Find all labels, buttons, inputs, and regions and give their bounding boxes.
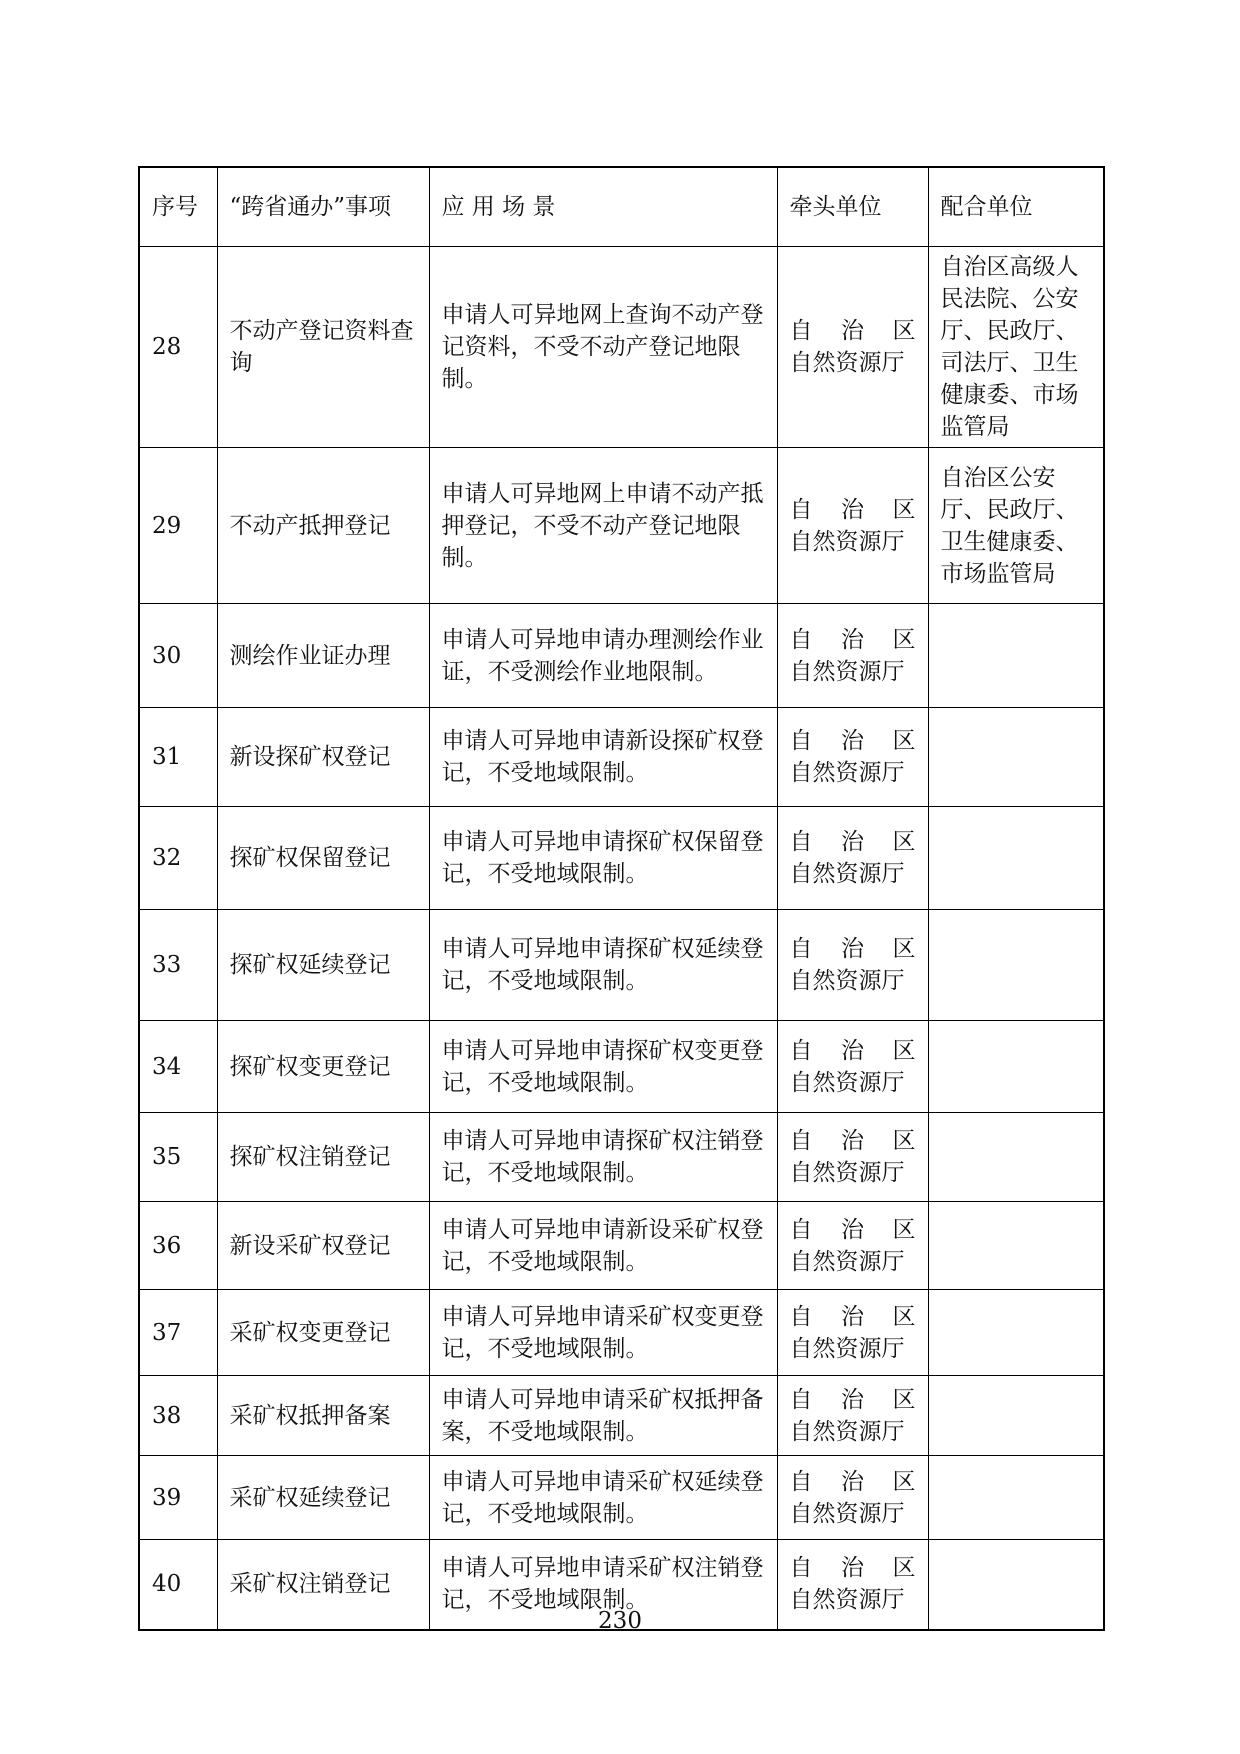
lead-line-2: 自然资源厅 [789,1248,905,1275]
lead-line-1: 自 治 区 [789,626,916,653]
row-item: 探矿权注销登记 [217,1113,429,1202]
row-coop [928,1113,1104,1202]
lead-line-1: 自 治 区 [789,936,916,962]
row-no: 33 [139,910,217,1021]
row-scene: 申请人可异地申请采矿权抵押备案，不受地域限制。 [429,1376,777,1456]
page-number: 230 [598,1608,642,1634]
row-no: 29 [139,448,217,604]
lead-line-1: 自 治 区 [789,1555,916,1582]
row-item: 采矿权抵押备案 [217,1376,429,1456]
lead-line-2: 自然资源厅 [789,1500,905,1527]
row-lead [777,910,928,1021]
row-item: 不动产抵押登记 [217,448,429,604]
table-header-row [139,167,1104,247]
lead-line-2: 自然资源厅 [789,1587,905,1614]
table-body [139,247,1104,1630]
lead-line-2: 自然资源厅 [789,350,905,376]
row-item: 采矿权注销登记 [217,1540,429,1630]
lead-line-2: 自然资源厅 [789,1160,905,1186]
row-coop [928,708,1104,807]
row-scene: 申请人可异地申请探矿权变更登记，不受地域限制。 [429,1021,777,1113]
row-lead [777,1113,928,1202]
lead-line-2: 自然资源厅 [789,658,905,685]
row-item: 探矿权延续登记 [217,910,429,1021]
row-lead [777,1456,928,1540]
table-row [139,807,1104,910]
row-scene: 申请人可异地申请探矿权保留登记，不受地域限制。 [429,807,777,910]
lead-line-2: 自然资源厅 [789,861,905,887]
row-scene: 申请人可异地申请办理测绘作业证，不受测绘作业地限制。 [429,604,777,708]
row-item: 采矿权延续登记 [217,1456,429,1540]
row-item: 测绘作业证办理 [217,604,429,708]
lead-line-1: 自 治 区 [789,1386,916,1413]
row-lead [777,247,928,448]
row-lead [777,1376,928,1456]
header-scene: 应 用 场 景 [429,167,777,247]
lead-line-2: 自然资源厅 [789,1418,905,1445]
row-item: 探矿权保留登记 [217,807,429,910]
row-scene: 申请人可异地申请采矿权延续登记，不受地域限制。 [429,1456,777,1540]
row-scene: 申请人可异地申请探矿权延续登记，不受地域限制。 [429,910,777,1021]
row-coop [928,1202,1104,1290]
row-no: 28 [139,247,217,448]
row-scene: 申请人可异地网上查询不动产登记资料，不受不动产登记地限制。 [429,247,777,448]
header-no: 序号 [139,167,217,247]
row-no: 37 [139,1290,217,1376]
table-row [139,1202,1104,1290]
row-scene: 申请人可异地网上申请不动产抵押登记，不受不动产登记地限制。 [429,448,777,604]
row-no: 32 [139,807,217,910]
row-lead [777,1290,928,1376]
lead-line-1: 自 治 区 [789,1128,916,1154]
lead-line-1: 自 治 区 [789,829,916,855]
row-lead [777,604,928,708]
lead-line-1: 自 治 区 [789,318,916,344]
header-item: “跨省通办”事项 [217,167,429,247]
row-lead [777,448,928,604]
lead-line-2: 自然资源厅 [789,1069,905,1096]
row-lead [777,807,928,910]
table-row [139,1290,1104,1376]
row-coop [928,1290,1104,1376]
lead-line-2: 自然资源厅 [789,1335,905,1362]
lead-line-1: 自 治 区 [789,1216,916,1243]
row-coop: 自治区公安厅、民政厅、卫生健康委、市场监管局 [928,448,1104,604]
row-scene: 申请人可异地申请新设探矿权登记，不受地域限制。 [429,708,777,807]
row-coop [928,1021,1104,1113]
lead-line-1: 自 治 区 [789,1037,916,1064]
table-row [139,1376,1104,1456]
row-item: 探矿权变更登记 [217,1021,429,1113]
table-row [139,1021,1104,1113]
row-coop [928,1456,1104,1540]
table-row [139,910,1104,1021]
row-coop: 自治区高级人民法院、公安厅、民政厅、司法厅、卫生健康委、市场监管局 [928,247,1104,448]
table-row [139,448,1104,604]
row-no: 35 [139,1113,217,1202]
header-lead: 牵头单位 [777,167,928,247]
lead-line-2: 自然资源厅 [789,968,905,994]
row-item: 采矿权变更登记 [217,1290,429,1376]
row-no: 40 [139,1540,217,1630]
table-row [139,247,1104,448]
row-item: 新设采矿权登记 [217,1202,429,1290]
row-coop [928,604,1104,708]
row-no: 39 [139,1456,217,1540]
table-row [139,708,1104,807]
row-no: 38 [139,1376,217,1456]
row-coop [928,807,1104,910]
lead-line-2: 自然资源厅 [789,760,905,786]
table-row [139,1113,1104,1202]
header-coop: 配合单位 [928,167,1104,247]
row-coop [928,910,1104,1021]
row-item: 不动产登记资料查询 [217,247,429,448]
row-item: 新设探矿权登记 [217,708,429,807]
row-no: 34 [139,1021,217,1113]
lead-line-1: 自 治 区 [789,1468,916,1495]
row-lead [777,1021,928,1113]
row-lead [777,1202,928,1290]
row-lead [777,708,928,807]
lead-line-1: 自 治 区 [789,496,916,523]
row-scene: 申请人可异地申请采矿权变更登记，不受地域限制。 [429,1290,777,1376]
table-row [139,604,1104,708]
services-table [138,166,1105,1631]
lead-line-1: 自 治 区 [789,728,916,754]
row-scene: 申请人可异地申请采矿权注销登记，不受地域限制。 [429,1540,777,1630]
row-scene: 申请人可异地申请探矿权注销登记，不受地域限制。 [429,1113,777,1202]
row-scene: 申请人可异地申请新设采矿权登记，不受地域限制。 [429,1202,777,1290]
lead-line-1: 自 治 区 [789,1303,916,1330]
row-no: 30 [139,604,217,708]
row-coop [928,1376,1104,1456]
lead-line-2: 自然资源厅 [789,528,905,555]
row-no: 31 [139,708,217,807]
table-row [139,1456,1104,1540]
row-no: 36 [139,1202,217,1290]
